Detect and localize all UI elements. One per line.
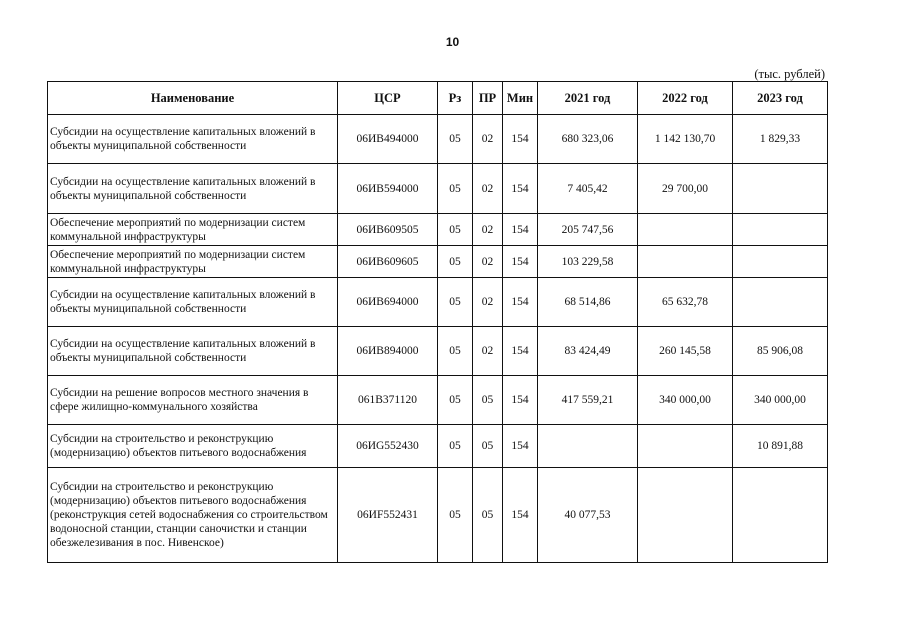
row-2021: 40 077,53	[538, 468, 638, 563]
row-csr: 06ИВ609505	[338, 214, 438, 246]
row-rz: 05	[438, 164, 473, 214]
row-rz: 05	[438, 327, 473, 376]
row-name: Субсидии на строительство и реконструкцию (модернизацию) объектов питьевого водоснабжения	[48, 425, 338, 468]
row-name: Субсидии на осуществление капитальных вложений в объекты муниципальной собственности	[48, 115, 338, 164]
table-row	[48, 214, 828, 246]
table-header-row	[48, 82, 828, 115]
row-2021: 417 559,21	[538, 376, 638, 425]
table-row	[48, 468, 828, 563]
row-2023	[733, 164, 828, 214]
row-name: Обеспечение мероприятий по модернизации систем коммунальной инфраструктуры	[48, 246, 338, 278]
row-pr: 02	[473, 246, 503, 278]
row-2023: 1 829,33	[733, 115, 828, 164]
table-row	[48, 327, 828, 376]
row-csr: 06ИВ494000	[338, 115, 438, 164]
table-row	[48, 164, 828, 214]
row-2022: 260 145,58	[638, 327, 733, 376]
header-csr: ЦСР	[338, 82, 438, 115]
row-2023: 340 000,00	[733, 376, 828, 425]
row-2022: 65 632,78	[638, 278, 733, 327]
row-name: Субсидии на решение вопросов местного значения в сфере жилищно-коммунального хозяйства	[48, 376, 338, 425]
row-2023	[733, 246, 828, 278]
row-2022	[638, 246, 733, 278]
header-pr: ПР	[473, 82, 503, 115]
row-2022	[638, 425, 733, 468]
row-pr: 02	[473, 327, 503, 376]
row-pr: 02	[473, 164, 503, 214]
row-2021: 205 747,56	[538, 214, 638, 246]
row-2021: 680 323,06	[538, 115, 638, 164]
row-pr: 02	[473, 115, 503, 164]
row-2023: 10 891,88	[733, 425, 828, 468]
row-rz: 05	[438, 376, 473, 425]
row-min: 154	[503, 214, 538, 246]
header-2023: 2023 год	[733, 82, 828, 115]
row-2022: 340 000,00	[638, 376, 733, 425]
row-min: 154	[503, 425, 538, 468]
row-2021: 83 424,49	[538, 327, 638, 376]
row-pr: 05	[473, 376, 503, 425]
row-min: 154	[503, 327, 538, 376]
header-2022: 2022 год	[638, 82, 733, 115]
row-rz: 05	[438, 115, 473, 164]
row-rz: 05	[438, 278, 473, 327]
table-row	[48, 278, 828, 327]
row-csr: 06ИG552430	[338, 425, 438, 468]
row-2021: 68 514,86	[538, 278, 638, 327]
row-csr: 06ИВ594000	[338, 164, 438, 214]
row-rz: 05	[438, 468, 473, 563]
row-min: 154	[503, 115, 538, 164]
table-row	[48, 115, 828, 164]
row-2023	[733, 468, 828, 563]
row-2022: 29 700,00	[638, 164, 733, 214]
row-2021: 103 229,58	[538, 246, 638, 278]
row-2022: 1 142 130,70	[638, 115, 733, 164]
row-name: Субсидии на осуществление капитальных вложений в объекты муниципальной собственности	[48, 278, 338, 327]
row-2021	[538, 425, 638, 468]
row-min: 154	[503, 468, 538, 563]
row-csr: 06ИВ609605	[338, 246, 438, 278]
row-min: 154	[503, 246, 538, 278]
table-row	[48, 376, 828, 425]
budget-table	[47, 81, 828, 563]
header-min: Мин	[503, 82, 538, 115]
row-min: 154	[503, 164, 538, 214]
header-rz: Рз	[438, 82, 473, 115]
row-pr: 02	[473, 214, 503, 246]
row-name: Субсидии на строительство и реконструкцию (модернизацию) объектов питьевого водоснабжения (реконструкция сетей водоснабжения со строительством водоносной станции, станции саночистки и станции обезжелезивания в пос. Нивенское)	[48, 468, 338, 563]
row-pr: 02	[473, 278, 503, 327]
units-label: (тыс. рублей)	[754, 67, 825, 81]
row-csr: 06ИВ694000	[338, 278, 438, 327]
row-min: 154	[503, 376, 538, 425]
row-csr: 06ИF552431	[338, 468, 438, 563]
row-name: Обеспечение мероприятий по модернизации систем коммунальной инфраструктуры	[48, 214, 338, 246]
row-2023	[733, 278, 828, 327]
row-pr: 05	[473, 468, 503, 563]
header-2021: 2021 год	[538, 82, 638, 115]
row-2023: 85 906,08	[733, 327, 828, 376]
row-2022	[638, 214, 733, 246]
row-2021: 7 405,42	[538, 164, 638, 214]
row-rz: 05	[438, 425, 473, 468]
row-name: Субсидии на осуществление капитальных вложений в объекты муниципальной собственности	[48, 164, 338, 214]
row-csr: 061В371120	[338, 376, 438, 425]
row-name: Субсидии на осуществление капитальных вложений в объекты муниципальной собственности	[48, 327, 338, 376]
page-number: 10	[445, 35, 460, 49]
row-csr: 06ИВ894000	[338, 327, 438, 376]
table-row	[48, 425, 828, 468]
row-2022	[638, 468, 733, 563]
table-row	[48, 246, 828, 278]
row-rz: 05	[438, 246, 473, 278]
header-name: Наименование	[48, 82, 338, 115]
row-min: 154	[503, 278, 538, 327]
row-2023	[733, 214, 828, 246]
row-pr: 05	[473, 425, 503, 468]
row-rz: 05	[438, 214, 473, 246]
